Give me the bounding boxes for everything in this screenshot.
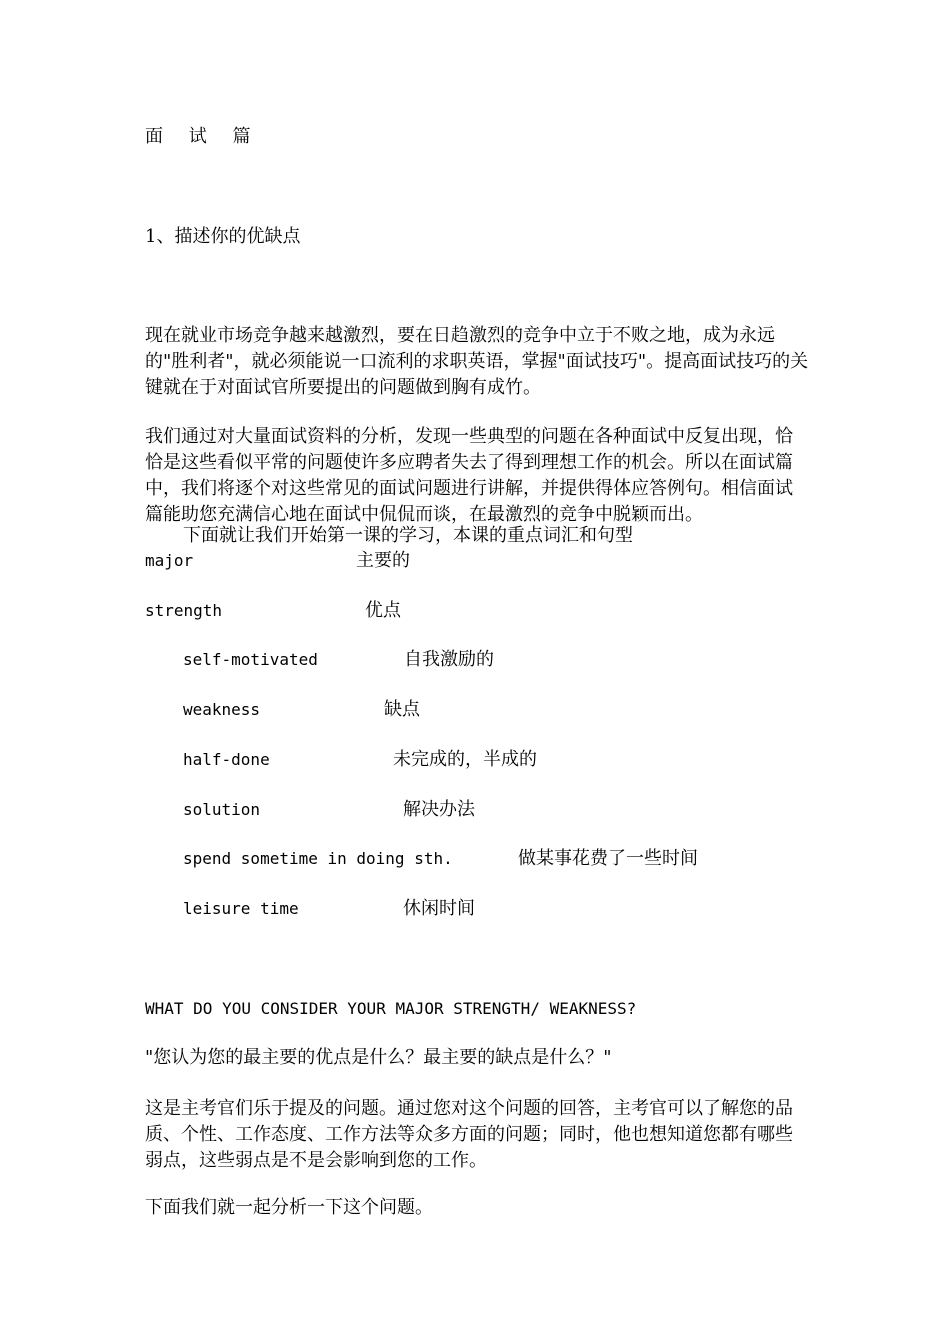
vocab-item bbox=[183, 748, 537, 772]
interview-question-english: WHAT DO YOU CONSIDER YOUR MAJOR STRENGTH/ WEAKNESS? bbox=[145, 999, 637, 1018]
explanation-paragraph: 这是主考官们乐于提及的问题。通过您对这个问题的回答，主考官可以了解您的品质、个性、工作态度、工作方法等众多方面的问题；同时，他也想知道您都有哪些弱点，这些弱点是不是会影响到您的工作。 bbox=[145, 1098, 793, 1171]
vocab-gloss: 优点 bbox=[365, 600, 401, 621]
vocab-term: strength bbox=[145, 601, 223, 620]
intro-paragraph: 现在就业市场竞争越来越激烈，要在日趋激烈的竞争中立于不败之地，成为永远的"胜利者"，就必须能说一口流利的求职英语，掌握"面试技巧"。提高面试技巧的关键就在于对面试官所要提出的问题做到胸有成竹。 bbox=[145, 325, 809, 398]
vocab-item bbox=[145, 599, 401, 623]
vocab-gloss: 缺点 bbox=[384, 699, 420, 720]
closing-line: 下面我们就一起分析一下这个问题。 bbox=[145, 1197, 433, 1218]
vocab-gloss: 做某事花费了一些时间 bbox=[518, 848, 698, 869]
vocab-term: leisure time bbox=[183, 899, 299, 918]
page-title: 面 试 篇 bbox=[145, 126, 261, 147]
analysis-paragraph: 我们通过对大量面试资料的分析，发现一些典型的问题在各种面试中反复出现，恰恰是这些看似平常的问题使许多应聘者失去了得到理想工作的机会。所以在面试篇中，我们将逐个对这些常见的面试问题进行讲解，并提供得体应答例句。相信面试篇能助您充满信心地在面试中侃侃而谈，在最激烈的竞争中脱颖而出。 bbox=[145, 426, 793, 525]
vocab-item bbox=[183, 897, 475, 921]
vocab-term: solution bbox=[183, 800, 261, 819]
vocab-item bbox=[183, 648, 494, 672]
vocab-term: half-done bbox=[183, 750, 270, 769]
interview-question-chinese: "您认为您的最主要的优点是什么？最主要的缺点是什么？" bbox=[145, 1047, 612, 1068]
vocab-gloss: 解决办法 bbox=[403, 799, 475, 820]
section-heading: 1、描述你的优缺点 bbox=[145, 226, 301, 247]
vocab-gloss: 休闲时间 bbox=[403, 898, 475, 919]
vocab-item bbox=[145, 549, 410, 573]
vocab-term: weakness bbox=[183, 700, 261, 719]
vocab-gloss: 自我激励的 bbox=[404, 649, 494, 670]
vocab-term: major bbox=[145, 551, 194, 570]
vocab-item bbox=[183, 798, 475, 822]
vocab-item bbox=[183, 847, 698, 871]
vocab-gloss: 主要的 bbox=[356, 550, 410, 571]
vocab-term: self-motivated bbox=[183, 650, 318, 669]
lesson-intro-line: 下面就让我们开始第一课的学习，本课的重点词汇和句型 bbox=[183, 525, 633, 546]
vocab-term: spend sometime in doing sth. bbox=[183, 849, 453, 868]
vocab-gloss: 未完成的，半成的 bbox=[393, 749, 537, 770]
vocab-item bbox=[183, 698, 420, 722]
